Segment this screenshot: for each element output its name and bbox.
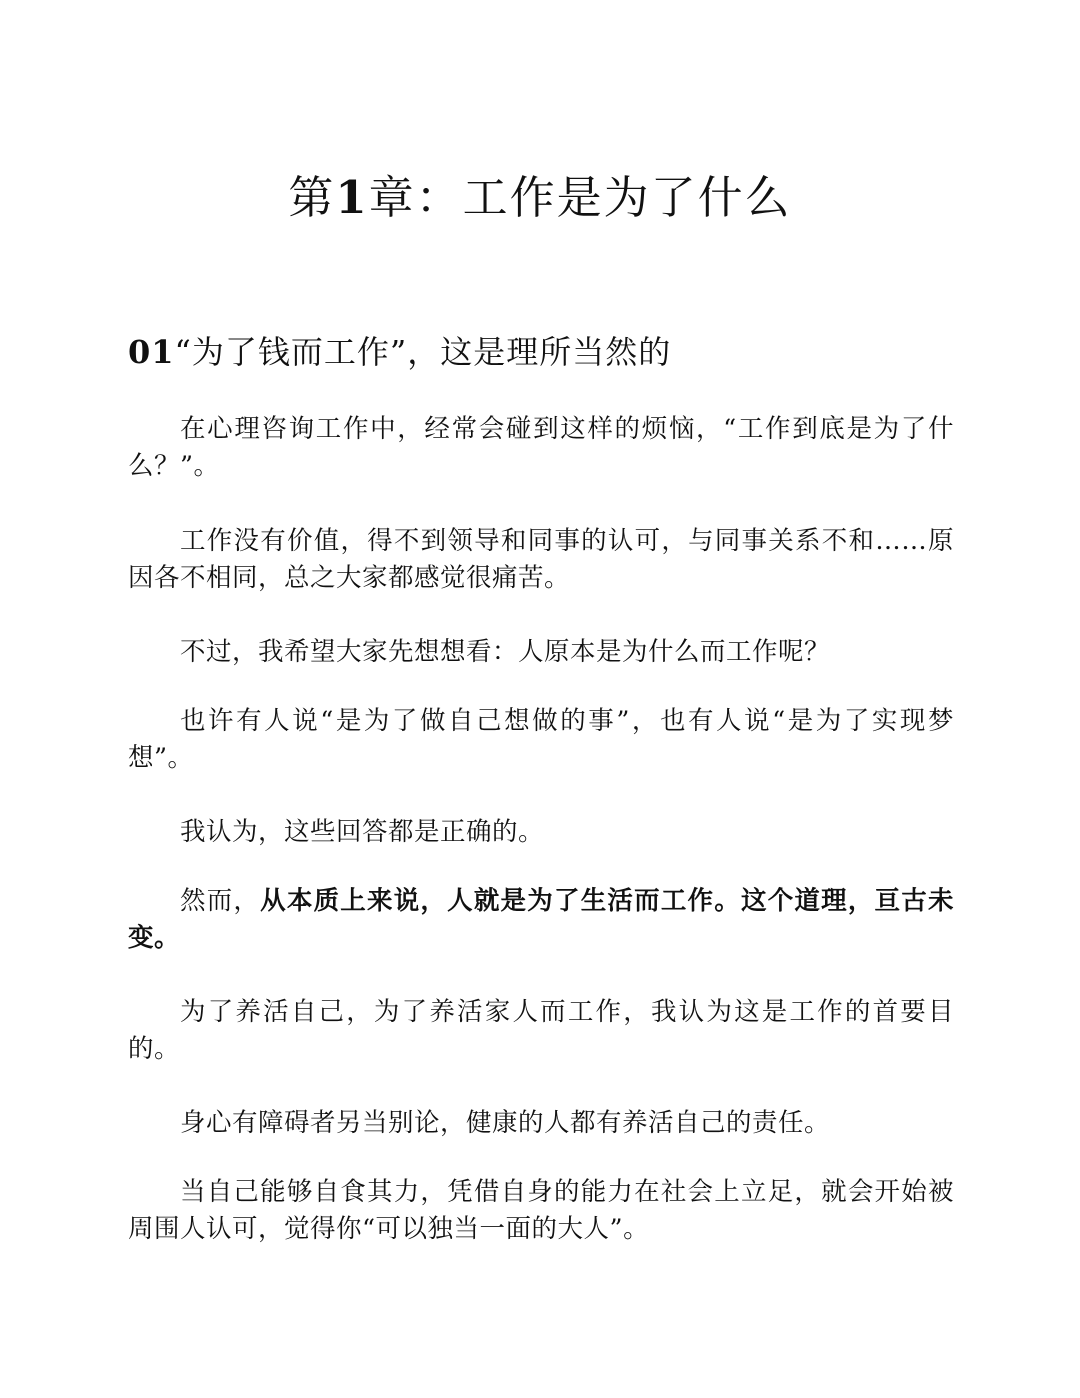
paragraph: 工作没有价值，得不到领导和同事的认可，与同事关系不和……原因各不相同，总之大家都感觉很痛苦。 <box>128 526 954 593</box>
paragraph: 我认为，这些回答都是正确的。 <box>180 817 545 847</box>
paragraph: 为了养活自己，为了养活家人而工作，我认为这是工作的首要目的。 <box>128 997 954 1064</box>
paragraph-emphasis <box>128 883 954 957</box>
paragraph: 也许有人说“是为了做自己想做的事”，也有人说“是为了实现梦想”。 <box>128 706 954 773</box>
paragraph: 身心有障碍者另当别论，健康的人都有养活自己的责任。 <box>180 1108 831 1138</box>
paragraph: 当自己能够自食其力，凭借自身的能力在社会上立足，就会开始被周围人认可，觉得你“可以独当一面的大人”。 <box>128 1177 954 1244</box>
chapter-prefix: 第 <box>288 171 336 224</box>
chapter-suffix: 章：工作是为了什么 <box>368 171 792 224</box>
paragraph-lead: 然而， <box>180 886 261 916</box>
section-title-text: “为了钱而工作”，这是理所当然的 <box>174 333 672 371</box>
chapter-number: 1 <box>335 171 369 224</box>
chapter-title <box>0 168 1080 228</box>
section-number: 01 <box>128 333 175 371</box>
paragraph: 在心理咨询工作中，经常会碰到这样的烦恼，“工作到底是为了什么？”。 <box>128 414 954 481</box>
emphasis-text: 从本质上来说，人就是为了生活而工作。这个道理，亘古未变。 <box>128 886 954 953</box>
section-title <box>128 328 952 376</box>
paragraph: 不过，我希望大家先想想看：人原本是为什么而工作呢？ <box>180 637 831 667</box>
